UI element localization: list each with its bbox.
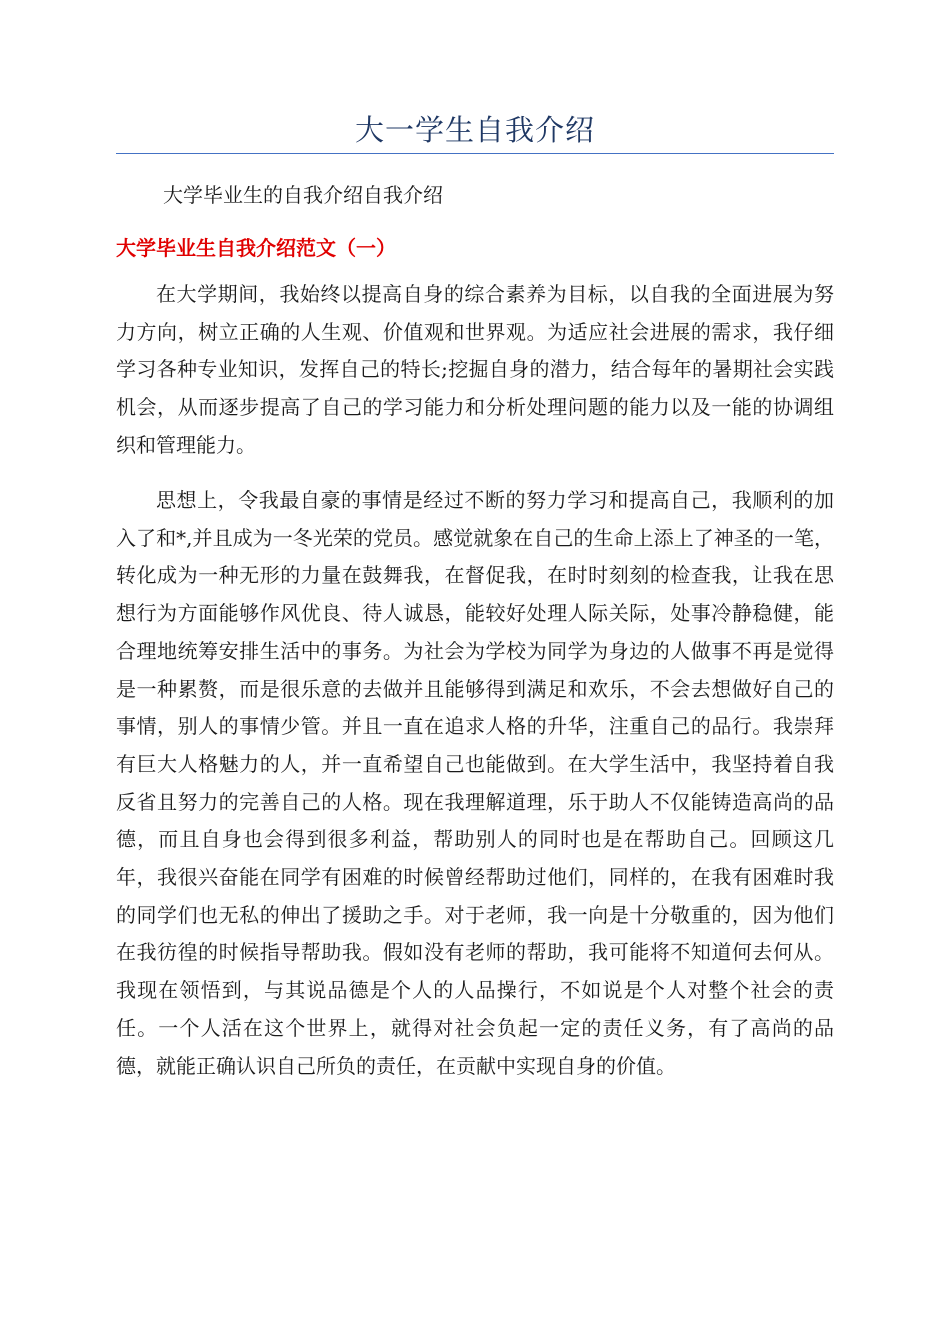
section-heading: 大学毕业生自我介绍范文（一） [116, 236, 396, 260]
body-paragraph-1: 在大学期间，我始终以提高自身的综合素养为目标，以自我的全面进展为努力方向，树立正确的人生观、价值观和世界观。为适应社会进展的需求，我仔细学习各种专业知识，发挥自己的特长;挖掘自身的潜力，结合每年的暑期社会实践机会，从而逐步提高了自己的学习能力和分析处理问题的能力以及一能的协调组织和管理能力。 [116, 282, 834, 457]
title-underline [116, 153, 834, 154]
document-title: 大一学生自我介绍 [354, 113, 595, 147]
body-paragraph-2: 思想上，令我最自豪的事情是经过不断的努力学习和提高自己，我顺利的加入了和*,并且成为一冬光荣的党员。感觉就象在自己的生命上添上了神圣的一笔，转化成为一种无形的力量在鼓舞我，在督促我，在时时刻刻的检查我，让我在思想行为方面能够作风优良、待人诚恳，能较好处理人际关际，处事冷静稳健，能合理地统筹安排生活中的事务。为社会为学校为同学为身边的人做事不再是觉得是一种累赘，而是很乐意的去做并且能够得到满足和欢乐，不会去想做好自己的事情，别人的事情少管。并且一直在追求人格的升华，注重自己的品行。我崇拜有巨大人格魅力的人，并一直希望自己也能做到。在大学生活中，我坚持着自我反省且努力的完善自己的人格。现在我理解道理，乐于助人不仅能铸造高尚的品德，而且自身也会得到很多利益，帮助别人的同时也是在帮助自己。回顾这几年，我很兴奋能在同学有困难的时候曾经帮助过他们，同样的，在我有困难时我的同学们也无私的伸出了援助之手。对于老师，我一向是十分敬重的，因为他们在我彷徨的时候指导帮助我。假如没有老师的帮助，我可能将不知道何去何从。我现在领悟到，与其说品德是个人的人品操行，不如说是个人对整个社会的责任。一个人活在这个世界上，就得对社会负起一定的责任义务，有了高尚的品德，就能正确认识自己所负的责任，在贡献中实现自身的价值。 [116, 488, 834, 1078]
document-subtitle: 大学毕业生的自我介绍自我介绍 [163, 183, 443, 207]
